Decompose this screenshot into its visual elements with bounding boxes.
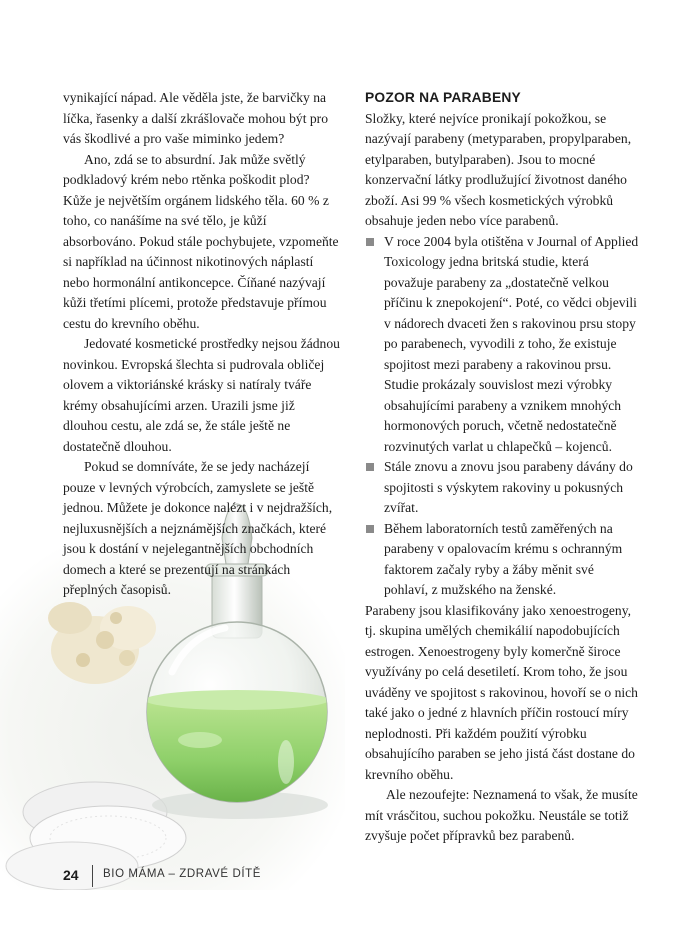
- body-paragraph: Parabeny jsou klasifikovány jako xenoestrogeny, tj. skupina umělých chemikálií napodobujících estrogen. Xenoestrogeny byly komerčně široce využívány po celá desetiletí. Krom toho, že jsou uváděny ve spojitost s rakovinou, hovoří se o nich také jako o jedné z hlavních příčin rostoucí míry neplodnosti. Při každém použití výrobku obsahujícího paraben se jeho jistá část dostane do krevního oběhu.: [365, 602, 638, 782]
- body-paragraph: Ale nezoufejte: Neznamená to však, že musíte mít vrásčitou, suchou pokožku. Neustále se totiž zvyšuje počet přípravků bez parabenů.: [365, 787, 638, 843]
- body-paragraph: Pokud se domníváte, že se jedy nacházejí pouze v levných výrobcích, zamyslete se ještě jednou. Můžete je dokonce nalézt i v nejdražších, nejluxusnějších a nejznámějších značkách, které jsou k dostání v nejelegantnějších obchodních domech a které se prezentují na stránkách přeplných časopisů.: [63, 459, 333, 597]
- running-title: BIO MÁMA – ZDRAVÉ DÍTĚ: [103, 868, 262, 880]
- bullet-item: Během laboratorních testů zaměřených na parabeny v opalovacím krému s ochranným faktorem začaly ryby a žáby měnit své pohlaví, z mužského na ženské.: [365, 519, 640, 601]
- body-paragraph: vynikající nápad. Ale věděla jste, že barvičky na líčka, řasenky a další zkrášlovače mohou být pro vás škodlivé a pro vaše miminko jedem?: [63, 90, 328, 146]
- bullet-item: Stále znovu a znovu jsou parabeny dávány do spojitosti s výskytem rakoviny u pokusných zvířat.: [365, 457, 640, 519]
- body-paragraph: Jedovaté kosmetické prostředky nejsou žádnou novinkou. Evropská šlechta si pudrovala obličej olovem a viktoriánské krásky si natíraly tváře krémy obsahujícími arzen. Urazili jsme již dlouhou cestu, ale zdá se, že stále ještě ne dostatečně dlouhou.: [63, 336, 340, 454]
- body-paragraph: Ano, zdá se to absurdní. Jak může světlý podkladový krém nebo rtěnka poškodit plod? Kůže je největším orgánem lidského těla. 60 % z toho, co nanášíme na své tělo, je kůží absorbováno. Pokud stále pochybujete, vzpomeňte si například na účinnost nikotinových náplastí nebo hormonální antikoncepce. Číňané nazývají kůži třetími plícemi, protože představuje přímou cestu do krevního oběhu.: [63, 151, 339, 331]
- left-text-column: [63, 88, 341, 601]
- section-heading: POZOR NA PARABENY: [365, 90, 521, 105]
- right-text-column: [365, 88, 640, 847]
- bullet-item: V roce 2004 byla otištěna v Journal of Applied Toxicology jedna britská studie, která považuje parabeny za „dostatečně velkou příčinu k znepokojení“. Poté, co vědci objevili v nádorech dvaceti žen s rakovinou prsu stopy po parabenech, vyvodili z toho, že existuje spojitost mezi parabeny a rakovinou prsu. Studie prokázaly souvislost mezi výrobky obsahujícími parabeny a vznikem mnohých hormonových poruch, včetně nedostatečně rozvinutých varlat u chlapečků – kojenců.: [365, 232, 640, 458]
- section-intro: Složky, které nejvíce pronikají pokožkou, se nazývají parabeny (metyparaben, propylparaben, etylparaben, butylparaben). Jsou to mocné konzervační látky prodlužující životnost daného zboží. Asi 99 % všech kosmetických výrobků obsahuje jeden nebo více parabenů.: [365, 110, 632, 228]
- footer-divider: [92, 865, 93, 887]
- page-number: 24: [63, 867, 79, 883]
- bullet-list: [365, 232, 640, 601]
